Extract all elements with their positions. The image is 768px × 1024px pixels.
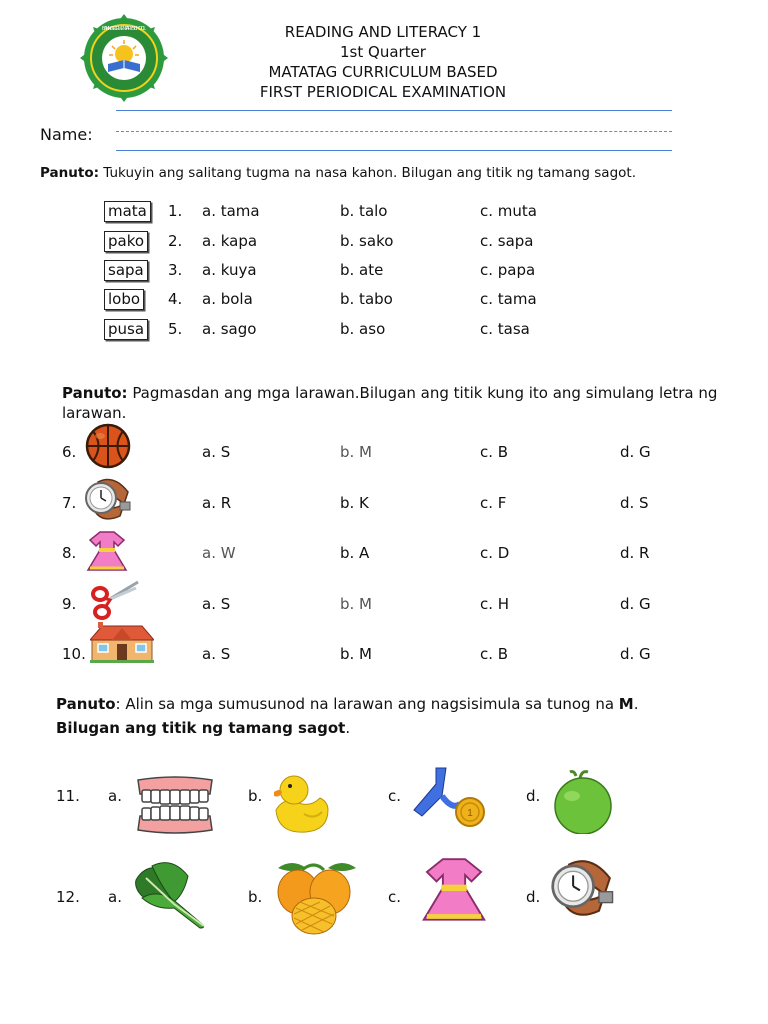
school-logo	[80, 14, 168, 102]
option-b[interactable]: b.	[248, 888, 263, 906]
option-c[interactable]: c. muta	[480, 202, 537, 220]
section1-instruction-text: Tukuyin ang salitang tugma na nasa kahon. Bilugan ang titik ng tamang sagot.	[99, 165, 636, 181]
header-rule-top	[116, 110, 672, 111]
section2-panuto-label: Panuto:	[62, 384, 128, 402]
item-number: 11.	[56, 787, 80, 805]
word-box: pusa	[104, 319, 148, 340]
header-rule-bottom	[116, 150, 672, 151]
section1-panuto-label: Panuto:	[40, 165, 99, 181]
option-a[interactable]: a.	[108, 888, 122, 906]
section2-instruction	[62, 383, 742, 423]
section1-instruction	[40, 165, 636, 181]
option-b[interactable]: b. M	[340, 595, 372, 613]
section3-target-letter: M	[618, 695, 634, 713]
svg-text:1: 1	[467, 808, 473, 819]
option-c[interactable]: c. B	[480, 443, 509, 461]
option-d[interactable]: d. G	[620, 443, 651, 461]
logo-text: BAKING ELEMENTARY SCHOOL	[102, 26, 146, 32]
item-number: 2.	[168, 232, 183, 250]
option-d[interactable]: d. G	[620, 645, 651, 663]
coconut-icon	[552, 768, 614, 834]
option-a[interactable]: a. S	[202, 595, 231, 613]
option-b[interactable]: b. aso	[340, 320, 386, 338]
option-a[interactable]: a. sago	[202, 320, 257, 338]
option-c[interactable]: c. D	[480, 544, 510, 562]
section3-period-2: .	[345, 719, 351, 737]
scissors-icon	[88, 578, 140, 622]
dress-icon	[414, 856, 494, 926]
option-c[interactable]: c. papa	[480, 261, 536, 279]
item-number: 7.	[62, 494, 77, 512]
item-number: 5.	[168, 320, 183, 338]
section3-panuto-label: Panuto	[56, 695, 116, 713]
duck-icon	[272, 772, 332, 836]
item-number: 8.	[62, 544, 77, 562]
name-line[interactable]	[116, 131, 672, 132]
lettuce-icon	[132, 858, 212, 930]
header-line-2: 1st Quarter	[340, 43, 426, 61]
basketball-icon	[84, 423, 132, 469]
option-b[interactable]: b. talo	[340, 202, 388, 220]
option-c[interactable]: c. tama	[480, 290, 537, 308]
name-label: Name:	[40, 125, 93, 144]
dress-icon	[84, 530, 130, 574]
header-line-1: READING AND LITERACY 1	[284, 23, 482, 41]
item-number: 12.	[56, 888, 80, 906]
section3-period: .	[633, 695, 639, 713]
section3-instruction-text: : Alin sa mga sumusunod na larawan ang nagsisimula sa tunog na	[115, 695, 619, 713]
section3-instruction-bold: Bilugan ang titik ng tamang sagot	[56, 719, 346, 737]
option-b[interactable]: b. M	[340, 443, 372, 461]
option-a[interactable]: a. W	[202, 544, 236, 562]
option-a[interactable]: a. kapa	[202, 232, 258, 250]
section3-instruction-line2	[56, 718, 350, 738]
item-number: 6.	[62, 443, 77, 461]
header-line-4: FIRST PERIODICAL EXAMINATION	[259, 83, 507, 101]
header-line-3: MATATAG CURRICULUM BASED	[268, 63, 498, 81]
item-number: 1.	[168, 202, 183, 220]
option-c[interactable]: c. sapa	[480, 232, 534, 250]
word-box: pako	[104, 231, 148, 252]
option-a[interactable]: a. tama	[202, 202, 260, 220]
option-c[interactable]: c. F	[480, 494, 507, 512]
option-a[interactable]: a. S	[202, 645, 231, 663]
option-a[interactable]: a. R	[202, 494, 232, 512]
option-c[interactable]: c. B	[480, 645, 509, 663]
section3-instruction	[56, 694, 746, 714]
mango-icon	[272, 858, 358, 938]
item-number: 10.	[62, 645, 86, 663]
option-d[interactable]: d. S	[620, 494, 649, 512]
option-b[interactable]: b. tabo	[340, 290, 393, 308]
item-number: 4.	[168, 290, 183, 308]
option-b[interactable]: b. M	[340, 645, 372, 663]
option-b[interactable]: b. ate	[340, 261, 384, 279]
word-box: sapa	[104, 260, 148, 281]
word-box: mata	[104, 201, 151, 222]
option-d[interactable]: d. G	[620, 595, 651, 613]
option-a[interactable]: a. S	[202, 443, 231, 461]
section2-instruction-text: Pagmasdan ang mga larawan.Bilugan ang titik kung ito ang simulang letra ng larawan.	[62, 384, 718, 422]
option-b[interactable]: b. A	[340, 544, 370, 562]
option-c[interactable]: c. H	[480, 595, 510, 613]
item-number: 9.	[62, 595, 77, 613]
option-a[interactable]: a.	[108, 787, 122, 805]
option-c[interactable]: c.	[388, 888, 402, 906]
option-d[interactable]: d.	[526, 787, 541, 805]
word-box: lobo	[104, 289, 144, 310]
option-c[interactable]: c. tasa	[480, 320, 530, 338]
watch-icon	[84, 476, 134, 524]
option-a[interactable]: a. bola	[202, 290, 253, 308]
option-b[interactable]: b.	[248, 787, 263, 805]
option-d[interactable]: d. R	[620, 544, 650, 562]
option-d[interactable]: d.	[526, 888, 541, 906]
option-a[interactable]: a. kuya	[202, 261, 257, 279]
teeth-icon	[134, 776, 216, 834]
option-c[interactable]: c.	[388, 787, 402, 805]
watch-icon	[550, 856, 618, 922]
option-b[interactable]: b. K	[340, 494, 369, 512]
option-b[interactable]: b. sako	[340, 232, 394, 250]
medal-icon	[412, 766, 490, 830]
house-icon	[90, 620, 154, 664]
item-number: 3.	[168, 261, 183, 279]
